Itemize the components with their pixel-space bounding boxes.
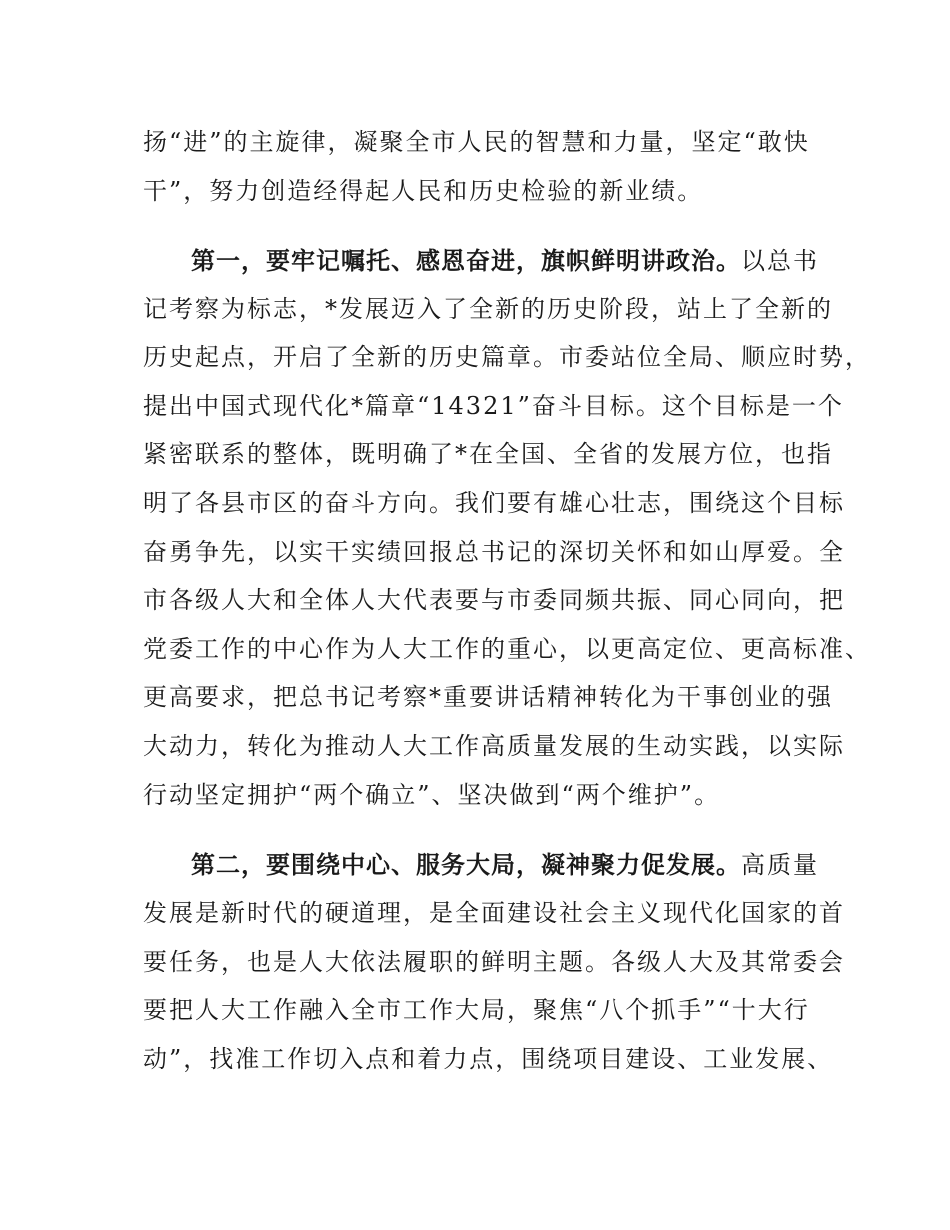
paragraph-line: 大动力，转化为推动人大工作高质量发展的生动实践，以实际	[143, 732, 845, 760]
paragraph-line: 市各级人大和全体人大代表要与市委同频共振、同心同向，把	[143, 586, 845, 614]
paragraph-line: 行动坚定拥护“两个确立”、坚决做到“两个维护”。	[143, 781, 721, 809]
paragraph-text: 高质量	[741, 851, 819, 879]
paragraph-text: 以总书	[741, 247, 819, 275]
paragraph-first-line	[191, 245, 819, 277]
paragraph-line: 明了各县市区的奋斗方向。我们要有雄心壮志，围绕这个目标	[143, 489, 845, 517]
paragraph-line: 党委工作的中心作为人大工作的重心，以更高定位、更高标准、	[143, 635, 871, 663]
paragraph-line: 发展是新时代的硬道理，是全面建设社会主义现代化国家的首	[143, 899, 845, 927]
paragraph-line: 更高要求，把总书记考察*重要讲话精神转化为干事创业的强	[143, 683, 833, 711]
paragraph-line: 历史起点，开启了全新的历史篇章。市委站位全局、顺应时势，	[143, 343, 871, 371]
paragraph-line: 提出中国式现代化*篇章“14321”奋斗目标。这个目标是一个	[143, 392, 844, 420]
section-heading-2: 第二，要围绕中心、服务大局，凝神聚力促发展。	[191, 851, 741, 879]
section-heading-1: 第一，要牢记嘱托、感恩奋进，旗帜鲜明讲政治。	[191, 247, 741, 275]
paragraph-first-line	[191, 849, 819, 881]
paragraph-line: 记考察为标志，*发展迈入了全新的历史阶段，站上了全新的	[143, 295, 833, 323]
paragraph-line: 要把人大工作融入全市工作大局，聚焦“八个抓手”“十大行	[143, 996, 810, 1024]
paragraph-line: 奋勇争先，以实干实绩回报总书记的深切关怀和如山厚爱。全	[143, 538, 845, 566]
paragraph-line: 动”，找准工作切入点和着力点，围绕项目建设、工业发展、	[143, 1045, 834, 1073]
paragraph-line: 扬“进”的主旋律，凝聚全市人民的智慧和力量，坚定“敢快	[143, 128, 810, 156]
paragraph-line: 干”，努力创造经得起人民和历史检验的新业绩。	[143, 177, 704, 205]
paragraph-line: 要任务，也是人大依法履职的鲜明主题。各级人大及其常委会	[143, 948, 845, 976]
paragraph-line: 紧密联系的整体，既明确了*在全国、全省的发展方位，也指	[143, 440, 833, 468]
